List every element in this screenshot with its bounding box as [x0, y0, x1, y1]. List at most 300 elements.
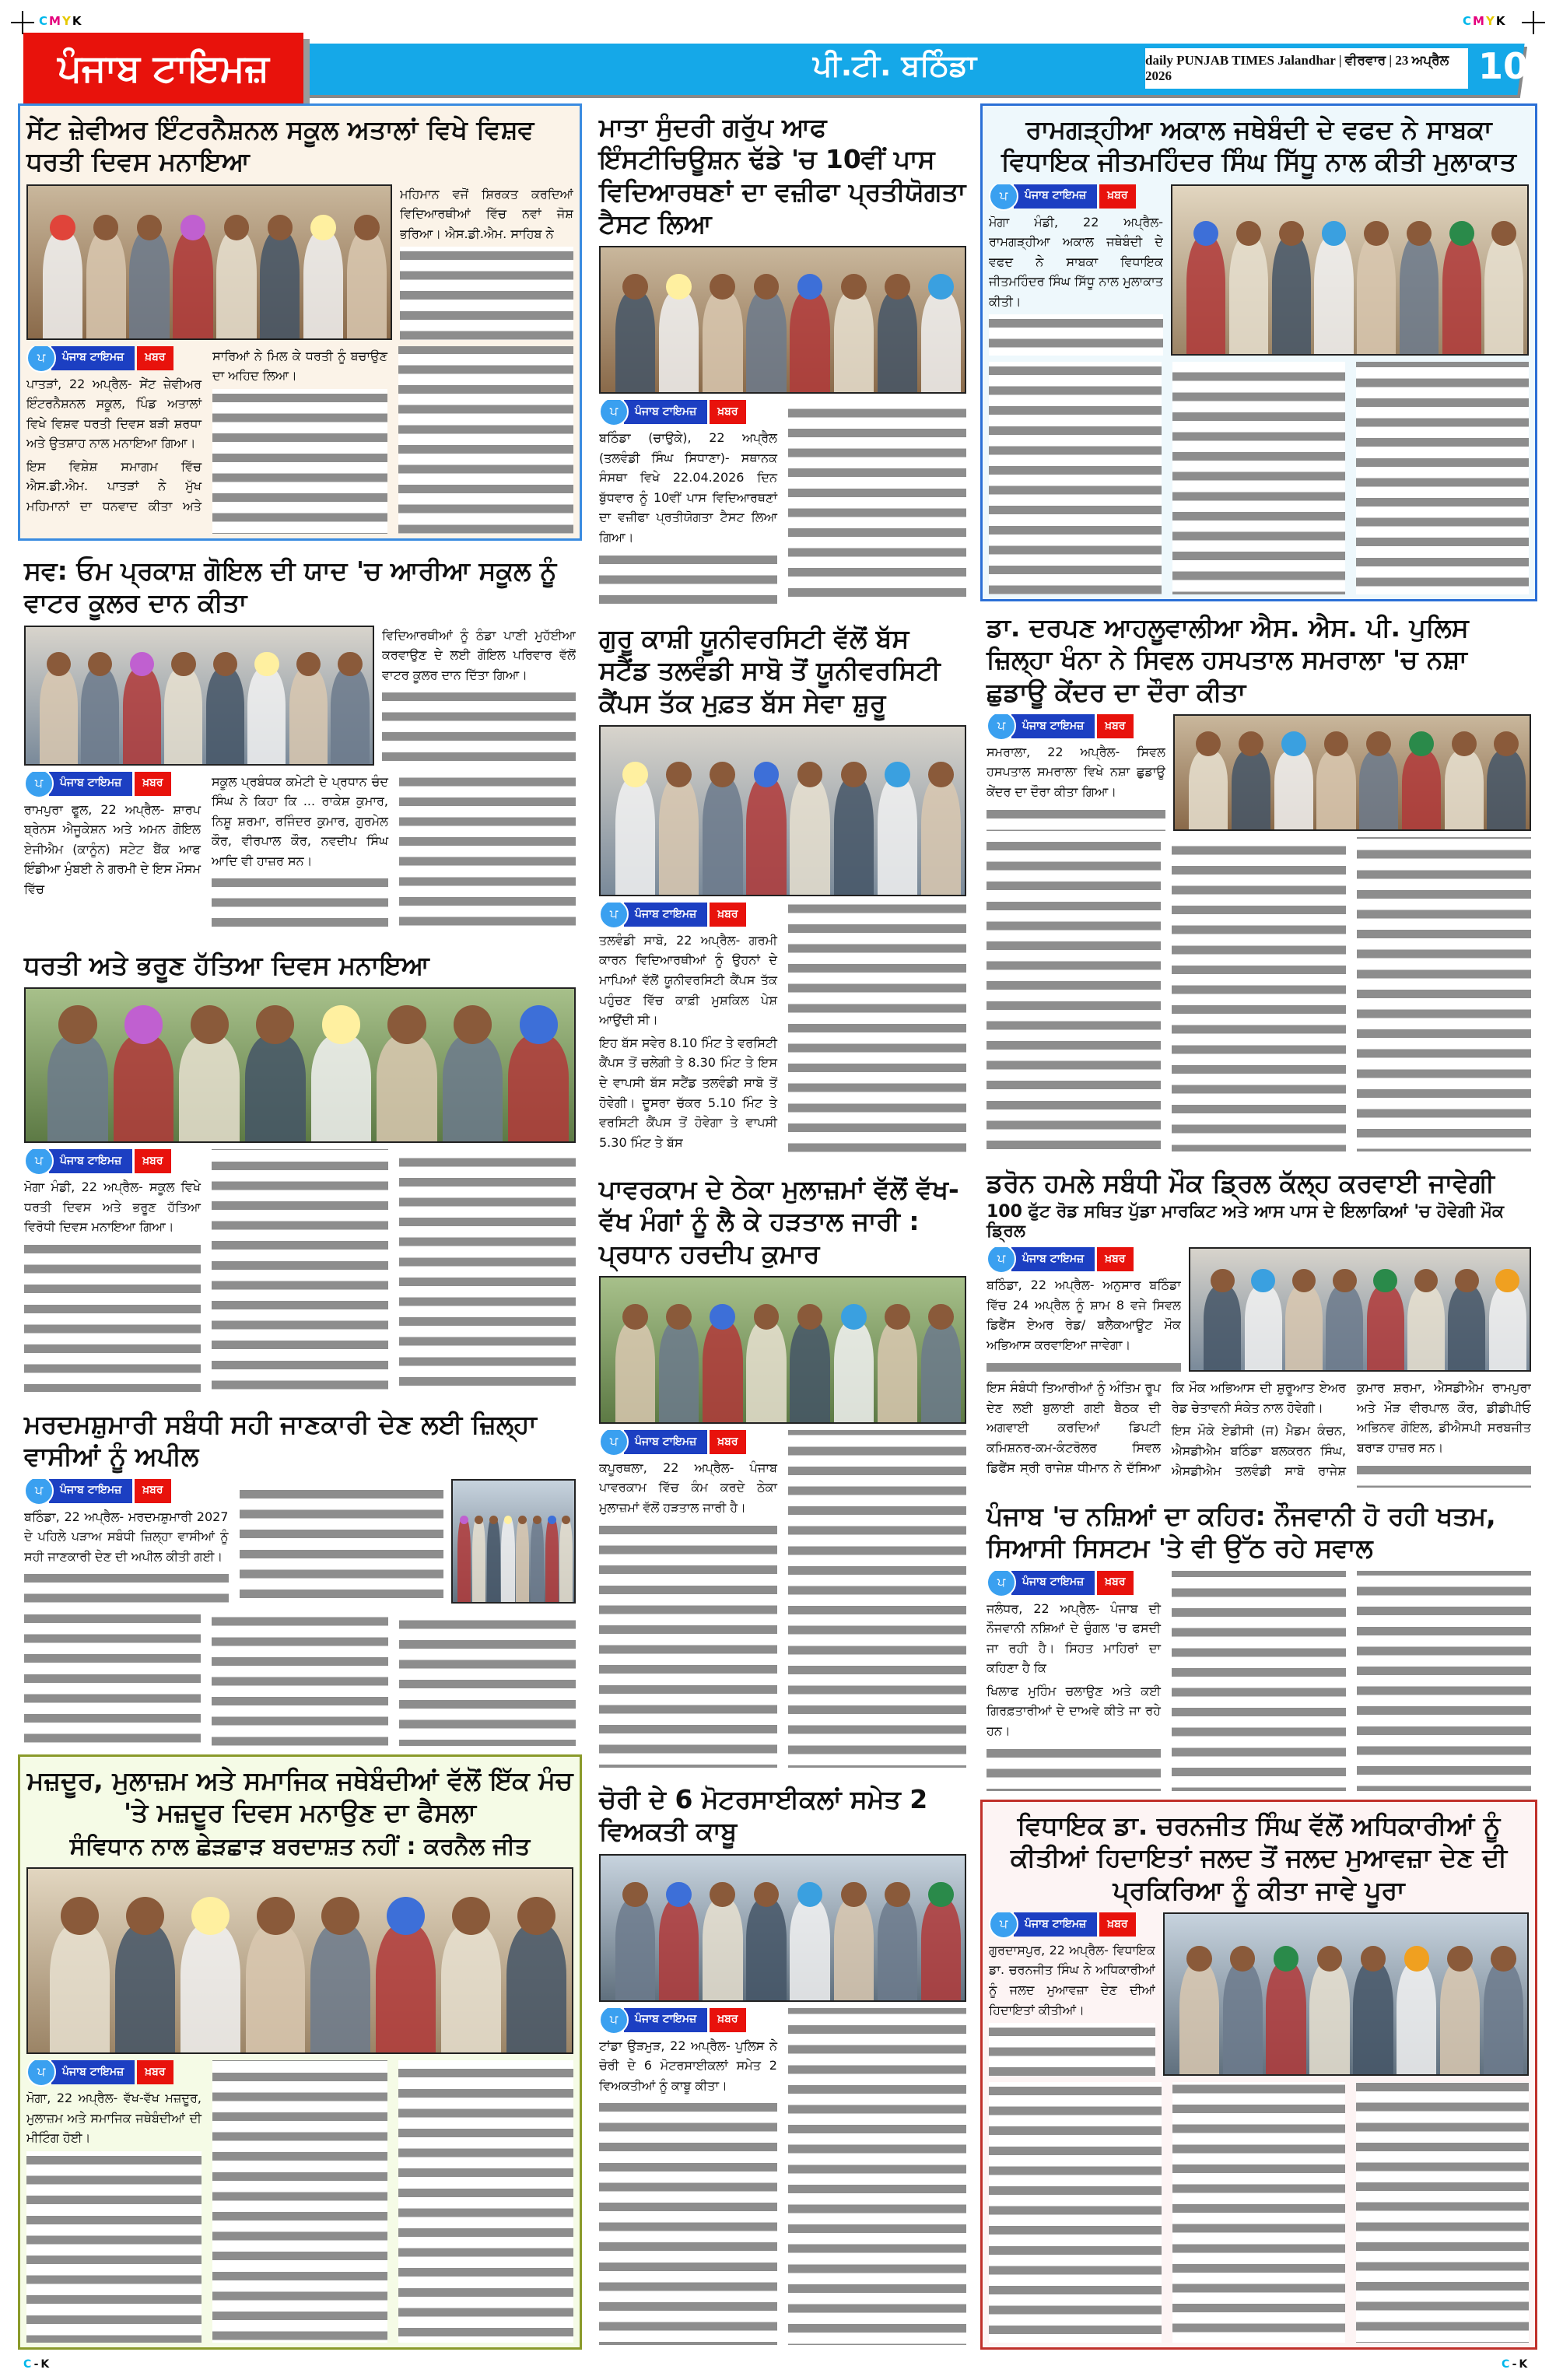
person-head	[841, 274, 867, 300]
person-figure	[921, 291, 961, 392]
black-label: K	[40, 2358, 52, 2371]
article-lead-row	[987, 1247, 1531, 1372]
person-figure	[516, 1516, 529, 1601]
article-lead-row	[26, 184, 573, 340]
person-figure	[179, 1035, 240, 1141]
person-figure	[1484, 236, 1523, 353]
person-head	[1491, 1946, 1516, 1972]
badge-tag: ਖ਼ਬਰ	[1097, 1247, 1133, 1271]
article-headline[interactable]: ਡਾ. ਦਰਪਣ ਆਹਲੂਵਾਲੀਆ ਐਸ. ਐਸ. ਪੀ. ਪੁਲਿਸ ਜ਼ਿਲ੍ਹਾ ਖੰਨਾ ਨੇ ਸਿਵਲ ਹਸਪਤਾਲ ਸਮਰਾਲਾ 'ਚ ਨਸ਼ਾ ਛੁਡਾਊ ਕੇਂਦਰ ਦਾ ਦੌਰਾ ਕੀਤਾ	[987, 612, 1469, 707]
person-figure	[86, 231, 126, 338]
side-paragraph: ਗੁਰਦਾਸਪੁਰ, 22 ਅਪ੍ਰੈਲ- ਵਿਧਾਇਕ ਡਾ. ਚਰਨਜੀਤ ਸਿੰਘ ਨੇ ਅਧਿਕਾਰੀਆਂ ਨੂੰ ਜਲਦ ਮੁਆਵਜ਼ਾ ਦੇਣ ਦੀਆਂ ਹਿਦਾਇਤਾਂ ਕੀਤੀਆਂ।	[989, 1942, 1155, 2017]
badge-brand: ਪੰਜਾਬ ਟਾਇਮਜ਼	[1014, 184, 1097, 209]
article-paragraph: ਖਿਲਾਫ ਮੁਹਿੰਮ ਚਲਾਉਣ ਅਤੇ ਕਈ ਗਿਰਫ਼ਤਾਰੀਆਂ ਦੇ ਦਾਅਵੇ ਕੀਤੇ ਜਾ ਰਹੇ ਹਨ।	[987, 1683, 1161, 1739]
person-figure	[1440, 1962, 1480, 2074]
person-head	[548, 1516, 556, 1524]
person-head	[180, 215, 206, 240]
yellow-label: Y	[61, 14, 72, 28]
person-figure	[173, 231, 212, 338]
article-st-xavier	[18, 103, 582, 541]
article-paragraph: ਜਲੰਧਰ, 22 ਅਪ੍ਰੈਲ- ਪੰਜਾਬ ਦੀ ਨੌਜਵਾਨੀ ਨਸ਼ਿਆਂ ਦੇ ਚੁੰਗਲ 'ਚ ਫਸਦੀ ਜਾ ਰਹੀ ਹੈ। ਸਿਹਤ ਮਾਹਿਰਾਂ ਦਾ ਕਹਿਣਾ ਹੈ ਕਿ	[987, 1600, 1161, 1676]
pt-logo-icon: ਪ	[26, 346, 56, 373]
article-headline[interactable]: ਵਿਧਾਇਕ ਡਾ. ਚਰਨਜੀਤ ਸਿੰਘ ਵੱਲੋਂ ਅਧਿਕਾਰੀਆਂ ਨੂੰ ਕੀਤੀਆਂ ਹਿਦਾਇਤਾਂ ਜਲਦ ਤੋਂ ਜਲਦ ਮੁਆਵਜ਼ਾ ਦੇਣ ਦੀ ਪ੍ਰਕਿਰਿਆ ਨੂੰ ਕੀਤਾ ਜਾਵੇ ਪੂਰਾ	[1010, 1810, 1508, 1905]
person-head	[489, 1516, 498, 1524]
person-head	[841, 1304, 867, 1330]
pt-logo-icon: ਪ	[24, 1149, 54, 1176]
person-figure	[246, 1924, 306, 2052]
person-head	[841, 762, 867, 787]
person-head	[224, 215, 250, 240]
registration-mark	[11, 11, 34, 34]
article-vidhayak	[980, 1800, 1537, 2350]
article-headline[interactable]: ਪਾਵਰਕਾਮ ਦੇ ਠੇਕਾ ਮੁਲਾਜ਼ਮਾਂ ਵੱਲੋਂ ਵੱਖ-ਵੱਖ ਮੰਗਾਂ ਨੂੰ ਲੈ ਕੇ ਹੜਤਾਲ ਜਾਰੀ : ਪ੍ਰਧਾਨ ਹਰਦੀਪ ਕੁਮਾਰ	[599, 1174, 959, 1269]
person-head	[928, 1882, 954, 1908]
article-photo	[599, 1854, 966, 2002]
badge-tag: ਖ਼ਬਰ	[135, 772, 170, 796]
person-figure	[40, 668, 78, 763]
pt-logo-icon: ਪ	[599, 903, 629, 929]
pt-logo-icon: ਪ	[987, 1247, 1016, 1274]
article-chori	[593, 1775, 972, 2350]
person-figure	[703, 1898, 742, 2000]
badge-tag: ਖ਼ਬਰ	[1099, 1912, 1135, 1937]
person-head	[454, 1005, 492, 1043]
person-head	[928, 1304, 954, 1330]
person-figure	[501, 1516, 514, 1601]
badge-tag: ਖ਼ਬਰ	[1097, 1571, 1133, 1595]
article-subheadline: ਸੰਵਿਧਾਨ ਨਾਲ ਛੇੜਛਾੜ ਬਰਦਾਸ਼ਤ ਨਹੀਂ : ਕਰਨੈਲ ਜੀਤ	[69, 1832, 531, 1860]
person-figure	[1189, 750, 1228, 829]
person-head	[533, 1516, 541, 1524]
badge-brand: ਪੰਜਾਬ ਟਾਇਮਜ਼	[1011, 714, 1095, 738]
person-head	[666, 1882, 692, 1908]
person-figure	[703, 291, 742, 392]
person-figure	[289, 668, 328, 763]
cmyk-mark-left	[39, 14, 82, 28]
person-figure	[206, 668, 244, 763]
person-figure	[376, 1924, 436, 2052]
person-figure	[50, 1924, 110, 2052]
person-figure	[115, 1924, 175, 2052]
pt-logo-icon: ਪ	[989, 1912, 1018, 1939]
badge-tag: ਖ਼ਬਰ	[1097, 714, 1133, 738]
person-head	[257, 1897, 295, 1935]
person-head	[885, 1882, 910, 1908]
person-head	[885, 1304, 910, 1330]
person-figure	[1367, 1285, 1404, 1370]
person-head	[1333, 1269, 1357, 1293]
article-side-text	[382, 626, 576, 766]
page-number: 10	[1478, 45, 1529, 87]
article-paragraph: ਇਸ ਵਿਸ਼ੇਸ਼ ਸਮਾਗਮ ਵਿੱਚ ਐਸ.ਡੀ.ਐਮ. ਪਾਤੜਾਂ ਨੇ ਮੁੱਖ ਮਹਿਮਾਨਾਂ ਦਾ ਧਨਵਾਦ ਕੀਤਾ ਅਤੇ ਸਾਰਿਆਂ ਨੇ ਮਿਲ ਕੇ ਧਰਤੀ ਨੂੰ ਬਚਾਉਣ ਦਾ ਅਹਿਦ ਲਿਆ।	[26, 348, 387, 514]
side-paragraph: ਬਠਿੰਡਾ, 22 ਅਪ੍ਰੈਲ- ਅਨੁਸਾਰ ਬਠਿੰਡਾ ਵਿੱਚ 24 ਅਪ੍ਰੈਲ ਨੂੰ ਸ਼ਾਮ 8 ਵਜੇ ਸਿਵਲ ਡਿਫੈਂਸ ਏਅਰ ਰੇਡ/ ਬਲੈਕਆਊਟ ਮੌਕ ਅਭਿਆਸ ਕਰਵਾਇਆ ਜਾਵੇਗਾ।	[987, 1278, 1181, 1353]
article-lead-row	[989, 184, 1529, 356]
person-figure	[615, 1321, 655, 1422]
article-headline[interactable]: ਡਰੋਨ ਹਮਲੇ ਸਬੰਧੀ ਮੌਕ ਡ੍ਰਿਲ ਕੱਲ੍ਹ ਕਰਵਾਈ ਜਾਵੇਗੀ	[987, 1168, 1495, 1198]
person-figure	[443, 1035, 503, 1141]
article-headline[interactable]: ਸੇਂਟ ਜ਼ੇਵੀਅਰ ਇੰਟਰਨੈਸ਼ਨਲ ਸਕੂਲ ਅਤਾਲਾਂ ਵਿਖੇ ਵਿਸ਼ਵ ਧਰਤੀ ਦਿਵਸ ਮਨਾਇਆ	[26, 114, 534, 177]
article-paragraph: ਇਸ ਮੌਕੇ ਏਡੀਸੀ (ਜ) ਮੈਡਮ ਕੰਚਨ, ਐਸਡੀਐਮ ਬਠਿੰਡਾ ਬਲਕਰਨ ਸਿੰਘ, ਐਸਡੀਐਮ ਤਲਵੰਡੀ ਸਾਬੋ ਰਾਜੇਸ਼ ਕੁਮਾਰ ਸ਼ਰਮਾ, ਐਸਡੀਐਮ ਰਾਮਪੁਰਾ ਅਤੇ ਮੌੜ ਵੀਰਪਾਲ ਕੌਰ, ਡੀਡੀਪੀਓ ਅਭਿਨਵ ਗੋਇਲ, ਡੀਐਸਪੀ ਸਰਬਜੀਤ ਬਰਾੜ ਹਾਜ਼ਰ ਸਨ।	[1172, 1380, 1531, 1478]
magenta-label: M	[1473, 14, 1486, 28]
article-subheadline: 100 ਫੁੱਟ ਰੋਡ ਸਥਿਤ ਪੁੱਡਾ ਮਾਰਕਿਟ ਅਤੇ ਆਸ ਪਾਸ ਦੇ ਇਲਾਕਿਆਂ 'ਚ ਹੋਵੇਗੀ ਮੌਕ ਡ੍ਰਿਲ	[987, 1202, 1504, 1242]
pt-logo-icon: ਪ	[987, 1571, 1016, 1597]
byline-badge	[599, 903, 746, 926]
byline-badge	[599, 1430, 746, 1453]
article-side-text	[989, 184, 1163, 356]
person-head	[321, 1897, 359, 1935]
article-powercom	[593, 1165, 972, 1772]
article-photo	[599, 725, 966, 896]
article-headline[interactable]: ਚੋਰੀ ਦੇ 6 ਮੋਟਰਸਾਈਕਲਾਂ ਸਮੇਤ 2 ਵਿਅਕਤੀ ਕਾਬੂ	[599, 1784, 928, 1847]
person-head	[797, 1304, 823, 1330]
person-figure	[1448, 1285, 1485, 1370]
person-head	[885, 762, 910, 787]
person-head	[1211, 1269, 1235, 1293]
bottom-mark-left: C-K	[23, 2358, 52, 2371]
article-drone-drill	[980, 1159, 1537, 1492]
person-figure	[47, 1035, 108, 1141]
side-paragraph: ਸਮਰਾਲਾ, 22 ਅਪ੍ਰੈਲ- ਸਿਵਲ ਹਸਪਤਾਲ ਸਮਰਾਲਾ ਵਿਖੇ ਨਸ਼ਾ ਛੁਡਾਊ ਕੇਂਦਰ ਦਾ ਦੌਰਾ ਕੀਤਾ ਗਿਆ।	[987, 744, 1165, 799]
person-figure	[129, 231, 169, 338]
person-figure	[310, 1924, 370, 2052]
article-body	[987, 1378, 1531, 1488]
article-nasha	[980, 1492, 1537, 1796]
person-figure	[1266, 1962, 1305, 2074]
person-head	[841, 1882, 867, 1908]
person-figure	[1274, 750, 1313, 829]
article-body	[599, 2008, 966, 2346]
text-column-fill	[989, 2082, 1529, 2343]
masthead-logo	[23, 33, 303, 104]
badge-brand: ਪੰਜਾਬ ਟਾਇਮਜ਼	[624, 903, 707, 927]
person-figure	[1179, 1962, 1219, 2074]
person-figure	[508, 1035, 569, 1141]
person-head	[61, 1897, 99, 1935]
badge-tag: ਖ਼ਬਰ	[135, 1149, 170, 1173]
person-head	[754, 1304, 780, 1330]
person-head	[256, 1005, 294, 1043]
registration-mark	[1522, 11, 1545, 34]
article-headline[interactable]: ਧਰਤੀ ਅਤੇ ਭਰੂਣ ਹੱਤਿਆ ਦਿਵਸ ਮਨਾਇਆ	[24, 950, 429, 980]
article-photo	[451, 1479, 576, 1604]
person-head	[310, 215, 336, 240]
article-lead-row	[989, 1912, 1529, 2076]
article-paragraph: ਰਾਮਪੁਰਾ ਫੂਲ, 22 ਅਪ੍ਰੈਲ- ਸ਼ਾਰਪ ਬ੍ਰੇਨਸ ਐਜੂਕੇਸ਼ਨ ਅਤੇ ਅਮਨ ਗੋਇਲ ਏਜੀਐਮ (ਕਾਨੂੰਨ) ਸਟੇਟ ਬੈਂਕ ਆਫ ਇੰਡੀਆ ਮੁੰਬਈ ਨੇ ਗਰਮੀ ਦੇ ਇਸ ਮੌਸਮ ਵਿੱਚ	[24, 801, 201, 896]
person-head	[322, 1005, 360, 1043]
article-body	[599, 400, 966, 606]
article-photo	[26, 1867, 573, 2054]
article-body	[599, 903, 966, 1158]
person-head	[710, 274, 735, 300]
person-head	[666, 1304, 692, 1330]
article-side-text	[989, 1912, 1155, 2076]
person-figure	[746, 777, 786, 895]
person-figure	[615, 291, 655, 392]
badge-tag: ਖ਼ਬਰ	[1099, 184, 1135, 209]
person-head	[354, 215, 380, 240]
person-figure	[1445, 750, 1484, 829]
person-head	[47, 652, 71, 676]
person-head	[387, 1005, 426, 1043]
person-head	[1447, 1946, 1473, 1972]
person-head	[928, 762, 954, 787]
article-dharti-divas	[18, 941, 582, 1397]
person-head	[460, 1516, 468, 1524]
person-head	[1279, 221, 1304, 246]
article-paragraph: ਸਕੂਲ ਪ੍ਰਬੰਧਕ ਕਮੇਟੀ ਦੇ ਪ੍ਰਧਾਨ ਚੰਦ ਸਿੰਘ ਨੇ ਕਿਹਾ ਕਿ ... ਰਾਕੇਸ਼ ਕੁਮਾਰ, ਨਿਸ਼ੂ ਸ਼ਰਮਾ, ਰਜਿੰਦਰ ਕੁਮਾਰ, ਗੁਰਮੇਲ ਕੌਰ, ਵੀਰਪਾਲ ਕੌਰ, ਨਵਦੀਪ ਸਿੰਘ ਆਦਿ ਵੀ ਹਾਜ਼ਰ ਸਨ।	[212, 773, 388, 868]
article-water-cooler	[18, 547, 582, 938]
person-figure	[921, 777, 961, 895]
badge-brand: ਪੰਜਾਬ ਟਾਇਮਜ਼	[624, 1430, 707, 1454]
person-head	[666, 274, 692, 300]
person-figure	[347, 231, 387, 338]
person-figure	[659, 291, 699, 392]
black-label: K	[72, 14, 83, 28]
person-figure	[457, 1516, 471, 1601]
person-head	[518, 1516, 527, 1524]
article-side-text	[24, 1479, 443, 1604]
person-figure	[1357, 236, 1396, 353]
person-figure	[1353, 1962, 1393, 2074]
article-paragraph: ਪਾਤੜਾਂ, 22 ਅਪ੍ਰੈਲ- ਸੇਂਟ ਜ਼ੇਵੀਅਰ ਇੰਟਰਨੈਸ਼ਨਲ ਸਕੂਲ, ਪਿੰਡ ਅਤਾਲਾਂ ਵਿਖੇ ਵਿਸ਼ਵ ਧਰਤੀ ਦਿਵਸ ਬੜੀ ਸ਼ਰਧਾ ਅਤੇ ਉਤਸ਼ਾਹ ਨਾਲ ਮਨਾਇਆ ਗਿਆ।	[26, 376, 202, 451]
badge-brand: ਪੰਜਾਬ ਟਾਇਮਜ਼	[1014, 1912, 1097, 1937]
pt-logo-icon: ਪ	[26, 2060, 56, 2087]
person-head	[754, 274, 780, 300]
person-head	[191, 1005, 229, 1043]
byline-badge	[24, 772, 171, 795]
article-paragraph: ਇਸ ਸੰਬੰਧੀ ਤਿਆਰੀਆਂ ਨੂੰ ਅੰਤਿਮ ਰੂਪ ਦੇਣ ਲਈ ਬੁਲਾਈ ਗਈ ਬੈਠਕ ਦੀ ਅਗਵਾਈ ਕਰਦਿਆਂ ਡਿਪਟੀ ਕਮਿਸ਼ਨਰ-ਕਮ-ਕੰਟਰੋਲਰ ਸਿਵਲ ਡਿਫੈਂਸ ਸ੍ਰੀ ਰਾਜੇਸ਼ ਧੀਮਾਨ ਨੇ ਦੱਸਿਆ ਕਿ ਮੌਕ ਅਭਿਆਸ ਦੀ ਸ਼ੁਰੂਆਤ ਏਅਰ ਰੇਡ ਚੇਤਾਵਨੀ ਸੰਕੇਤ ਨਾਲ ਹੋਵੇਗੀ।	[987, 1380, 1346, 1475]
person-head	[666, 762, 692, 787]
byline-badge	[24, 1479, 171, 1502]
badge-tag: ਖ਼ਬਰ	[710, 400, 745, 424]
article-headline[interactable]: ਸਵ: ਓਮ ਪ੍ਰਕਾਸ਼ ਗੋਇਲ ਦੀ ਯਾਦ 'ਚ ਆਰੀਆ ਸਕੂਲ ਨੂੰ ਵਾਟਰ ਕੂਲਰ ਦਾਨ ਕੀਤਾ	[24, 556, 557, 619]
article-lead-row	[24, 626, 576, 766]
person-head	[797, 274, 823, 300]
person-figure	[878, 777, 917, 895]
side-paragraph: ਬਠਿੰਡਾ, 22 ਅਪ੍ਰੈਲ- ਮਰਦਮਸ਼ੁਮਾਰੀ 2027 ਦੇ ਪਹਿਲੇ ਪੜਾਅ ਸਬੰਧੀ ਜ਼ਿਲ੍ਹਾ ਵਾਸੀਆਂ ਨੂੰ ਸਹੀ ਜਾਣਕਾਰੀ ਦੇਣ ਦੀ ਅਪੀਲ ਕੀਤੀ ਗਈ।	[24, 1509, 229, 1564]
badge-tag: ਖ਼ਬਰ	[710, 1430, 745, 1454]
article-photo	[24, 626, 374, 766]
person-head	[1495, 1269, 1519, 1293]
article-headline[interactable]: ਰਾਮਗੜ੍ਹੀਆ ਅਕਾਲ ਜਥੇਬੰਦੀ ਦੇ ਵਫਦ ਨੇ ਸਾਬਕਾ ਵਿਧਾਇਕ ਜੀਤਮਹਿੰਦਰ ਸਿੰਘ ਸਿੱਧੂ ਨਾਲ ਕੀਤੀ ਮੁਲਾਕਾਤ	[1001, 114, 1517, 177]
person-figure	[1314, 236, 1353, 353]
person-figure	[703, 1321, 742, 1422]
person-figure	[531, 1516, 544, 1601]
badge-tag: ਖ਼ਬਰ	[710, 2008, 745, 2032]
person-figure	[81, 668, 119, 763]
person-figure	[164, 668, 202, 763]
article-paragraph: ਬਠਿੰਡਾ (ਚਾਉਕੇ), 22 ਅਪ੍ਰੈਲ (ਤਲਵੰਡੀ ਸਿੰਘ ਸਿਧਾਣਾ)- ਸਥਾਨਕ ਸੰਸਥਾ ਵਿਖੇ 22.04.2026 ਦਿਨ ਬੁੱਧਵਾਰ ਨੂੰ 10ਵੀਂ ਪਾਸ ਵਿਦਿਆਰਥਣਾਂ ਦਾ ਵਜ਼ੀਫਾ ਪ੍ਰਤੀਯੋਗਤਾ ਟੈਸਟ ਲਿਆ ਗਿਆ।	[599, 430, 777, 545]
person-figure	[615, 1898, 655, 2000]
masthead-logo-text: ਪੰਜਾਬ ਟਾਇਮਜ਼	[58, 47, 269, 90]
person-head	[504, 1516, 513, 1524]
article-headline[interactable]: ਮਰਦਮਸ਼ੁਮਾਰੀ ਸਬੰਧੀ ਸਹੀ ਜਾਣਕਾਰੀ ਦੇਣ ਲਈ ਜ਼ਿਲ੍ਹਾ ਵਾਸੀਆਂ ਨੂੰ ਅਪੀਲ	[24, 1409, 537, 1472]
byline-badge	[26, 346, 173, 370]
person-head	[928, 274, 954, 300]
person-figure	[1326, 1285, 1363, 1370]
person-figure	[1442, 236, 1481, 353]
person-figure	[487, 1516, 500, 1601]
badge-brand: ਪੰਜਾਬ ਟਾਇਮਜ਼	[624, 400, 707, 424]
person-figure	[834, 291, 874, 392]
person-figure	[180, 1924, 240, 2052]
person-figure	[1397, 1962, 1436, 2074]
article-body	[987, 837, 1531, 1151]
person-head	[191, 1897, 230, 1935]
person-head	[520, 1005, 558, 1043]
black-label: K	[1519, 2358, 1530, 2371]
byline-badge	[989, 184, 1136, 208]
person-head	[50, 215, 75, 240]
person-head	[710, 762, 735, 787]
article-headline[interactable]: ਮਜ਼ਦੂਰ, ਮੁਲਾਜ਼ਮ ਅਤੇ ਸਮਾਜਿਕ ਜਥੇਬੰਦੀਆਂ ਵੱਲੋਂ ਇੱਕ ਮੰਚ 'ਤੇ ਮਜ਼ਦੂਰ ਦਿਵਸ ਮਨਾਉਣ ਦਾ ਫੈਸਲਾ	[26, 1765, 573, 1828]
person-figure	[216, 231, 256, 338]
person-figure	[921, 1321, 961, 1422]
person-figure	[703, 777, 742, 895]
person-figure	[659, 1898, 699, 2000]
article-headline[interactable]: ਮਾਤਾ ਸੁੰਦਰੀ ਗਰੁੱਪ ਆਫ ਇੰਸਟੀਚਿਊਸ਼ਨ ਢੱਡੇ 'ਚ 10ਵੀਂ ਪਾਸ ਵਿਦਿਆਰਥਣਾਂ ਦਾ ਵਜ਼ੀਫਾ ਪ੍ਰਤੀਯੋਗਤਾ ਟੈਸਟ ਲਿਆ	[599, 112, 966, 239]
cyan-label: C	[39, 14, 50, 28]
badge-brand: ਪੰਜਾਬ ਟਾਇਮਜ਼	[1011, 1571, 1095, 1595]
person-head	[254, 652, 279, 676]
person-figure	[790, 1321, 829, 1422]
badge-brand: ਪੰਜਾਬ ਟਾਇਮਜ਼	[51, 2060, 135, 2084]
magenta-label: M	[49, 14, 62, 28]
pt-logo-icon: ਪ	[24, 1479, 54, 1505]
person-figure	[1229, 236, 1268, 353]
article-paragraph: ਤਲਵੰਡੀ ਸਾਬੋ, 22 ਅਪ੍ਰੈਲ- ਗਰਮੀ ਕਾਰਨ ਵਿਦਿਆਰਥੀਆਂ ਨੂੰ ਉਹਨਾਂ ਦੇ ਮਾਪਿਆਂ ਵੱਲੋਂ ਯੂਨੀਵਰਸਿਟੀ ਕੈਂਪਸ ਤੱਕ ਪਹੁੰਚਣ ਵਿੱਚ ਕਾਫ਼ੀ ਮੁਸ਼ਕਿਲ ਪੇਸ਼ ਆਉਂਦੀ ਸੀ।	[599, 932, 777, 1028]
person-figure	[1359, 750, 1398, 829]
person-figure	[790, 1898, 829, 2000]
person-head	[338, 652, 362, 676]
person-figure	[472, 1516, 485, 1601]
person-head	[622, 1304, 648, 1330]
person-figure	[1245, 1285, 1282, 1370]
person-head	[1452, 731, 1477, 756]
badge-brand: ਪੰਜਾਬ ਟਾਇਮਜ਼	[49, 772, 132, 796]
person-figure	[1272, 236, 1311, 353]
article-photo	[26, 184, 392, 340]
person-head	[622, 274, 648, 300]
person-head	[213, 652, 237, 676]
person-head	[622, 762, 648, 787]
badge-tag: ਖ਼ਬਰ	[137, 2060, 173, 2084]
person-figure	[260, 231, 300, 338]
person-head	[517, 1897, 555, 1935]
pt-logo-icon: ਪ	[24, 772, 54, 798]
person-head	[1449, 221, 1474, 246]
article-photo	[1171, 184, 1529, 356]
article-side-text	[400, 184, 573, 340]
person-head	[171, 652, 195, 676]
article-headline[interactable]: ਗੁਰੂ ਕਾਸ਼ੀ ਯੂਨੀਵਰਸਿਟੀ ਵੱਲੋਂ ਬੱਸ ਸਟੈਂਡ ਤਲਵੰਡੀ ਸਾਬੋ ਤੋਂ ਯੂਨੀਵਰਸਿਟੀ ਕੈਂਪਸ ਤੱਕ ਮੁਫ਼ਤ ਬੱਸ ਸੇਵਾ ਸ਼ੁਰੂ	[599, 623, 941, 718]
person-figure	[114, 1035, 174, 1141]
badge-brand: ਪੰਜਾਬ ਟਾਇਮਜ਼	[49, 1149, 132, 1173]
person-figure	[1487, 750, 1526, 829]
badge-brand: ਪੰਜਾਬ ਟਾਇਮਜ਼	[624, 2008, 707, 2032]
article-darpan	[980, 604, 1537, 1156]
pt-logo-icon: ਪ	[987, 714, 1016, 741]
article-paragraph: ਮੋਗਾ ਮੰਡੀ, 22 ਅਪ੍ਰੈਲ- ਸਕੂਲ ਵਿਖੇ ਧਰਤੀ ਦਿਵਸ ਅਤੇ ਭਰੂਣ ਹੱਤਿਆ ਵਿਰੋਧੀ ਦਿਵਸ ਮਨਾਇਆ ਗਿਆ।	[24, 1179, 201, 1235]
person-figure	[659, 777, 699, 895]
person-head	[797, 762, 823, 787]
byline-badge	[987, 714, 1134, 738]
person-figure	[1285, 1285, 1323, 1370]
person-figure	[1407, 1285, 1445, 1370]
person-head	[387, 1897, 425, 1935]
person-figure	[878, 291, 917, 392]
text-column-fill	[24, 1610, 576, 1747]
person-head	[130, 652, 154, 676]
article-mata-sundri	[593, 103, 972, 611]
badge-brand: ਪੰਜਾਬ ਟਾਇਮਜ਼	[49, 1479, 132, 1503]
cmyk-mark-right	[1463, 14, 1506, 28]
person-head	[126, 1897, 164, 1935]
person-figure	[834, 1321, 874, 1422]
person-head	[268, 215, 293, 240]
person-head	[452, 1897, 490, 1935]
person-figure	[1484, 1962, 1523, 2074]
article-paragraph: ਕਪੂਰਥਲਾ, 22 ਅਪ੍ਰੈਲ- ਪੰਜਾਬ ਪਾਵਰਕਾਮ ਵਿੱਚ ਕੰਮ ਕਰਦੇ ਠੇਕਾ ਮੁਲਾਜ਼ਮਾਂ ਵੱਲੋਂ ਹੜਤਾਲ ਜਾਰੀ ਹੈ।	[599, 1460, 777, 1515]
article-photo	[599, 1276, 966, 1424]
person-figure	[790, 291, 829, 392]
byline-badge	[26, 2060, 173, 2084]
text-column-fill	[989, 362, 1529, 595]
person-head	[1274, 1946, 1299, 1972]
article-photo	[1173, 714, 1531, 831]
article-paragraph: ਇਹ ਬੱਸ ਸਵੇਰ 8.10 ਮਿੰਟ ਤੇ ਵਰਸਿਟੀ ਕੈਂਪਸ ਤੋਂ ਚਲੇਗੀ ਤੇ 8.30 ਮਿੰਟ ਤੇ ਇਸ ਦੇ ਵਾਪਸੀ ਬੱਸ ਸਟੈਂਡ ਤਲਵੰਡੀ ਸਾਬੋ ਤੋਂ ਹੋਵੇਗੀ। ਦੂਸਰਾ ਚੱਕਰ 5.10 ਮਿੰਟ ਤੇ ਵਰਸਿਟੀ ਕੈਂਪਸ ਤੋਂ ਹੋਵੇਗਾ ਤੇ ਵਾਪਸੀ 5.30 ਮਿੰਟ ਤੇ ਬੱਸ	[599, 1035, 777, 1150]
person-figure	[878, 1898, 917, 2000]
side-paragraph: ਮਹਿਮਾਨ ਵਜੋਂ ਸ਼ਿਰਕਤ ਕਰਦਿਆਂ ਵਿਦਿਆਰਥੀਆਂ ਵਿੱਚ ਨਵਾਂ ਜੋਸ਼ ਭਰਿਆ। ਐਸ.ਡੀ.ਐਮ. ਸਾਹਿਬ ਨੇ	[400, 186, 573, 241]
person-figure	[746, 291, 786, 392]
article-photo	[1163, 1912, 1529, 2076]
side-paragraph: ਮੋਗਾ ਮੰਡੀ, 22 ਅਪ੍ਰੈਲ- ਰਾਮਗੜ੍ਹੀਆ ਅਕਾਲ ਜਥੇਬੰਦੀ ਦੇ ਵਫਦ ਨੇ ਸਾਬਕਾ ਵਿਧਾਇਕ ਜੀਤਮਹਿੰਦਰ ਸਿੰਘ ਸਿੱਧੂ ਨਾਲ ਮੁਲਾਕਾਤ ਕੀਤੀ।	[989, 214, 1163, 309]
byline-badge	[24, 1149, 171, 1172]
person-figure	[545, 1516, 559, 1601]
byline-badge	[989, 1912, 1136, 1936]
article-headline[interactable]: ਪੰਜਾਬ 'ਚ ਨਸ਼ਿਆਂ ਦਾ ਕਹਿਰ: ਨੌਜਵਾਨੀ ਹੋ ਰਹੀ ਖਤਮ, ਸਿਆਸੀ ਸਿਸਟਮ 'ਤੇ ਵੀ ਉੱਠ ਰਹੇ ਸਵਾਲ	[987, 1501, 1496, 1564]
article-body	[24, 772, 576, 934]
person-head	[1407, 221, 1432, 246]
byline-badge	[987, 1571, 1134, 1594]
person-head	[885, 274, 910, 300]
article-paragraph: ਮੋਗਾ, 22 ਅਪ੍ਰੈਲ- ਵੱਖ-ਵੱਖ ਮਜ਼ਦੂਰ, ਮੁਲਾਜ਼ਮ ਅਤੇ ਸਮਾਜਿਕ ਜਥੇਬੰਦੀਆਂ ਦੀ ਮੀਟਿੰਗ ਹੋਈ।	[26, 2091, 202, 2146]
person-figure	[247, 668, 286, 763]
article-mazdoor-divas	[18, 1754, 582, 2350]
bottom-mark-right: C-K	[1502, 2358, 1530, 2371]
person-head	[1317, 1946, 1343, 1972]
badge-brand: ਪੰਜਾਬ ਟਾਇਮਜ਼	[51, 346, 135, 370]
person-head	[1404, 1946, 1430, 1972]
text-column-fill	[987, 837, 1531, 1151]
cyan-label: C	[1463, 14, 1474, 28]
person-figure	[377, 1035, 437, 1141]
badge-brand: ਪੰਜਾਬ ਟਾਇਮਜ਼	[1011, 1247, 1095, 1271]
badge-tag: ਖ਼ਬਰ	[137, 346, 173, 370]
person-figure	[790, 777, 829, 895]
person-figure	[1400, 236, 1439, 353]
person-figure	[245, 1035, 306, 1141]
pt-logo-icon: ਪ	[599, 1430, 629, 1456]
cyan-label: C	[23, 2358, 34, 2371]
article-body	[26, 2060, 573, 2343]
person-figure	[878, 1321, 917, 1422]
yellow-label: Y	[1485, 14, 1496, 28]
person-figure	[1186, 236, 1225, 353]
person-figure	[123, 668, 161, 763]
article-body	[599, 1430, 966, 1768]
person-figure	[1204, 1285, 1241, 1370]
